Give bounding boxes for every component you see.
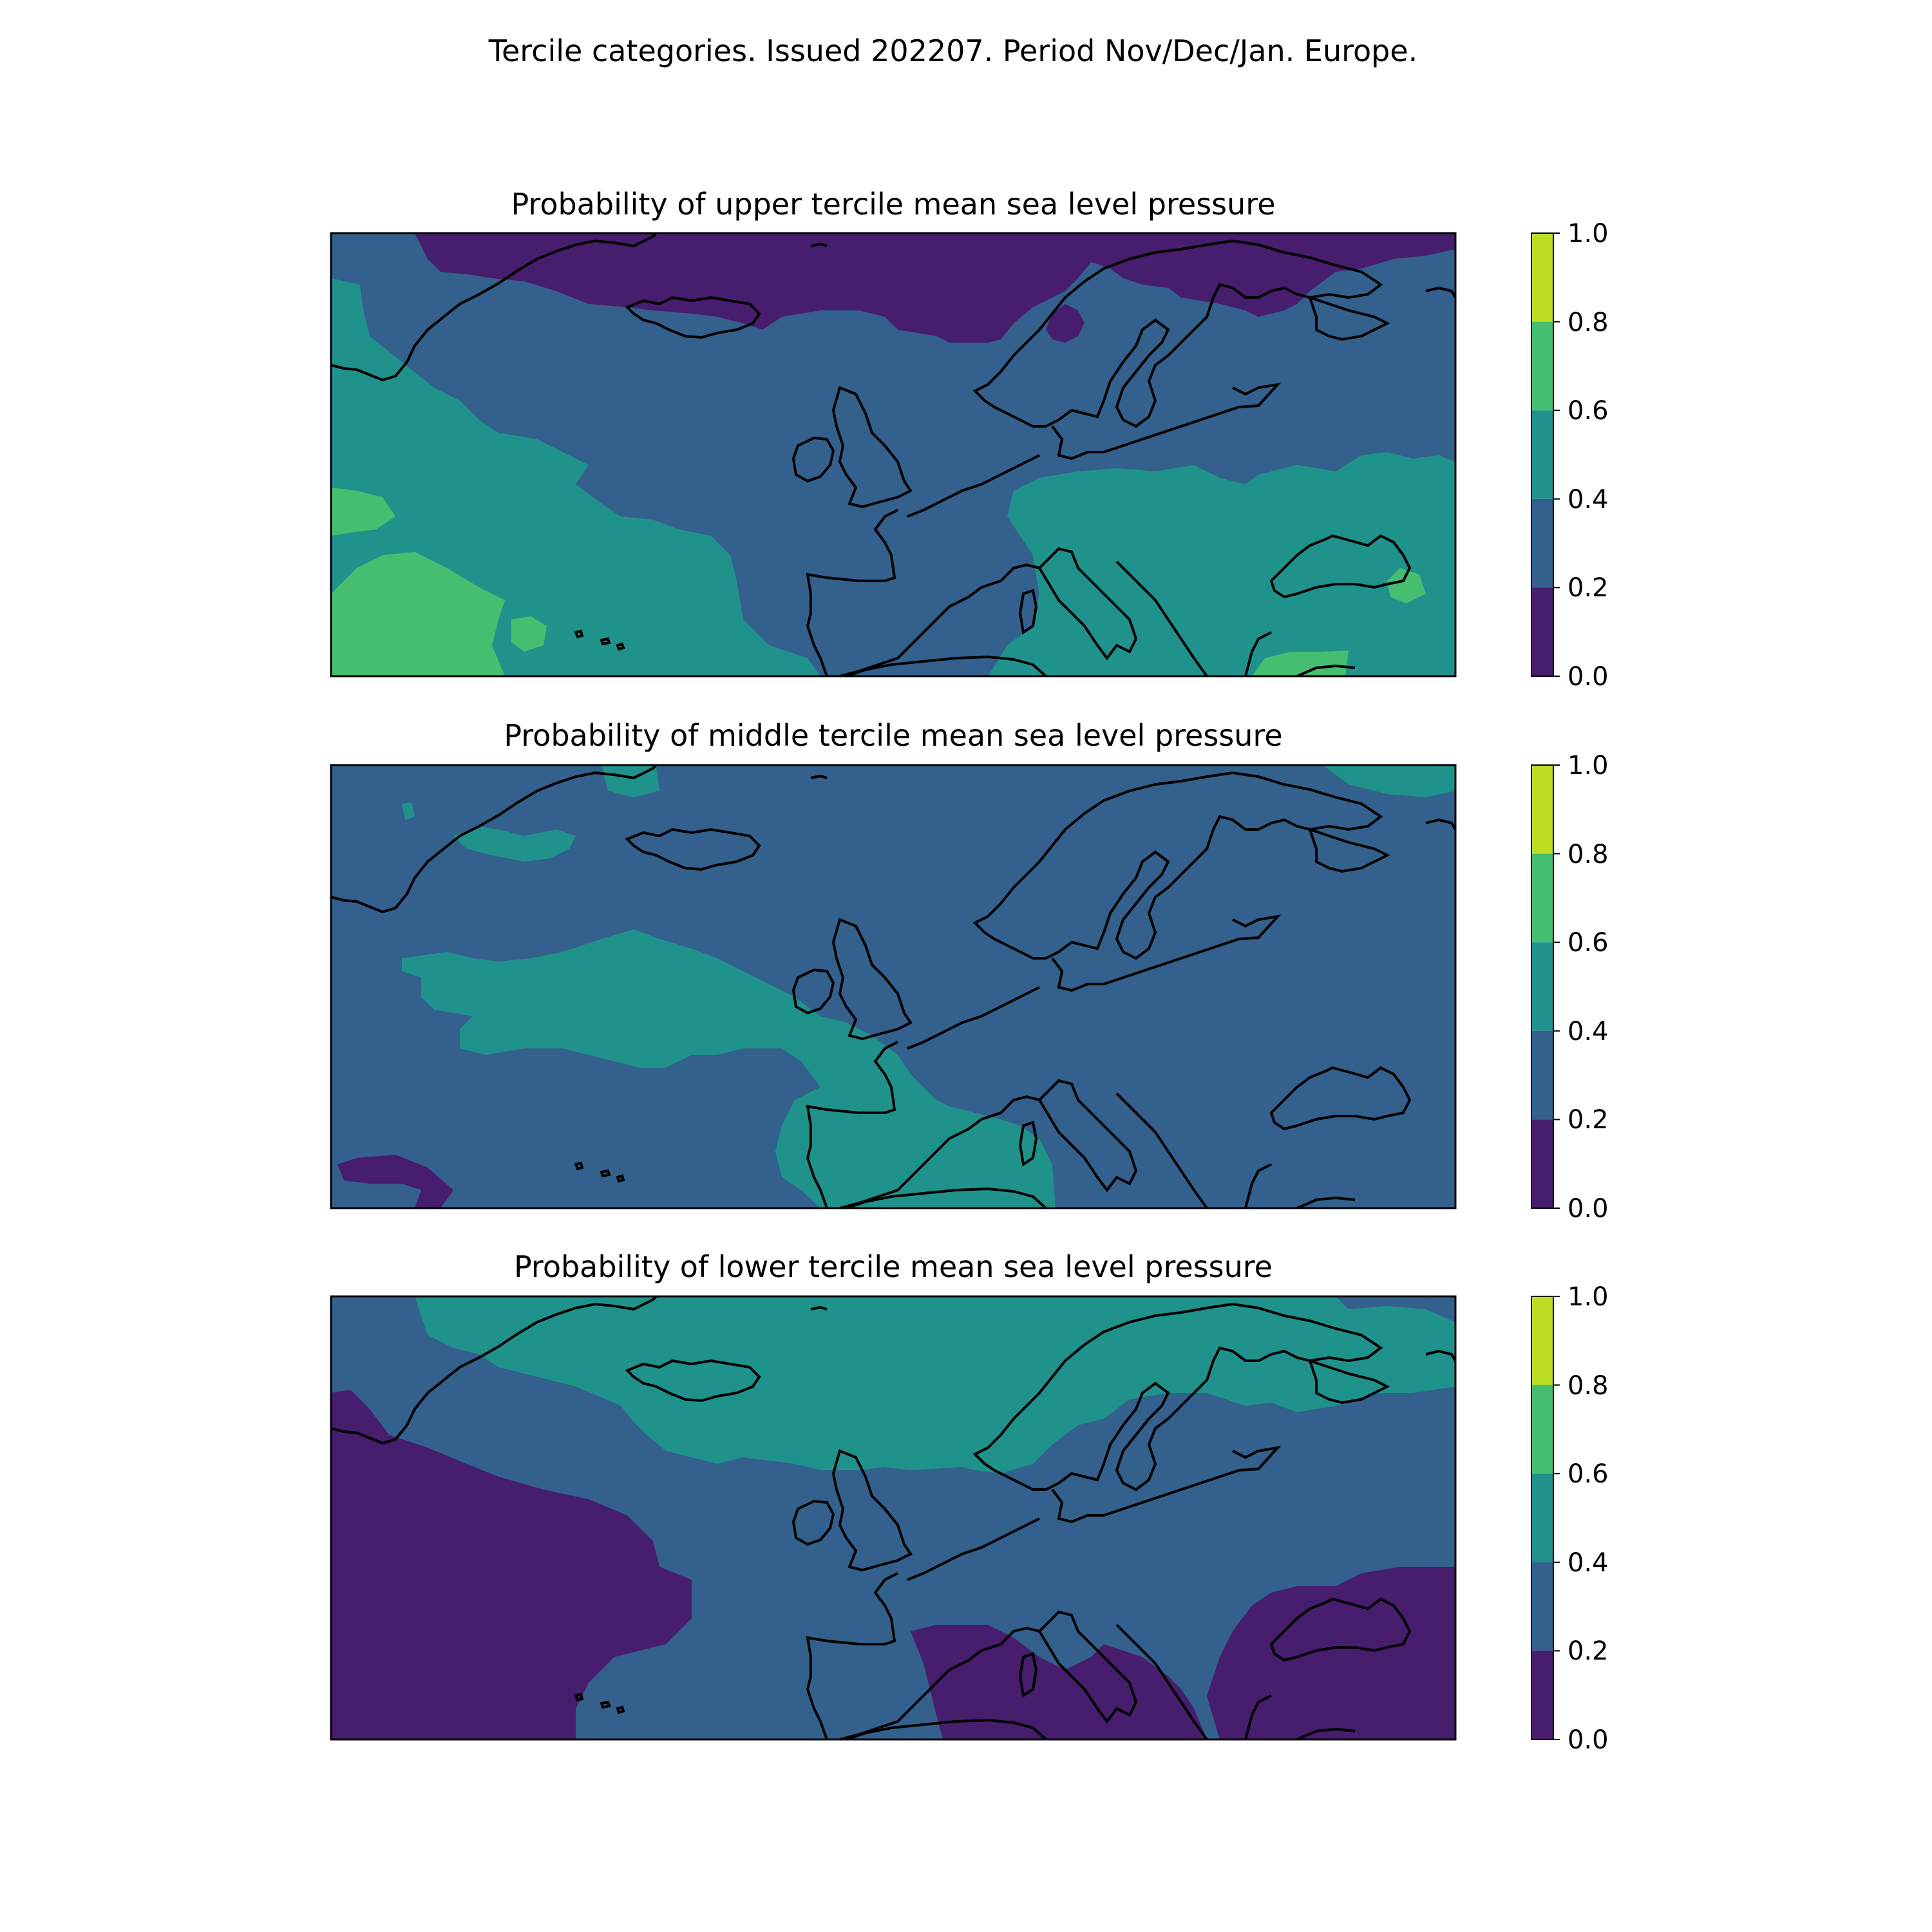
colorbar-tick: 0.0: [1567, 1194, 1609, 1224]
colorbar-tick: 0.8: [1567, 1371, 1609, 1401]
colorbar-swatch: [1531, 1385, 1553, 1474]
colorbar-tick: 0.8: [1567, 308, 1609, 337]
panel-title-lower: Probability of lower tercile mean sea level pressure: [514, 1249, 1273, 1284]
colorbar-tick: 0.4: [1567, 1017, 1609, 1046]
colorbar-middle: [1531, 751, 1609, 1224]
colorbar-swatch: [1531, 765, 1553, 854]
region-level-2: [988, 452, 1455, 676]
panel-lower: [331, 1249, 1609, 1755]
colorbar-swatch: [1531, 587, 1553, 676]
colorbar-swatch: [1531, 854, 1553, 943]
colorbar-tick: 0.2: [1567, 573, 1609, 603]
colorbar-tick: 0.0: [1567, 1725, 1609, 1755]
map-upper: [331, 233, 1455, 676]
colorbar-tick: 0.6: [1567, 396, 1609, 426]
colorbar-swatch: [1531, 233, 1553, 322]
panel-upper: [331, 187, 1609, 692]
colorbar-tick: 1.0: [1567, 219, 1609, 249]
colorbar-swatch: [1531, 1651, 1553, 1739]
colorbar-swatch: [1531, 1562, 1553, 1651]
colorbar-tick: 0.8: [1567, 840, 1609, 869]
figure-title: Tercile categories. Issued 202207. Period Nov/Dec/Jan. Europe.: [488, 33, 1418, 68]
colorbar-tick: 0.2: [1567, 1105, 1609, 1135]
colorbar-swatch: [1531, 1031, 1553, 1120]
map-middle: [331, 765, 1455, 1208]
panel-title-upper: Probability of upper tercile mean sea level pressure: [511, 187, 1276, 222]
colorbar-tick: 0.4: [1567, 1548, 1609, 1578]
colorbar-swatch: [1531, 499, 1553, 588]
colorbar-upper: [1531, 219, 1609, 692]
colorbar-tick: 0.4: [1567, 485, 1609, 515]
colorbar-tick: 1.0: [1567, 751, 1609, 781]
colorbar-lower: [1531, 1282, 1609, 1755]
colorbar-swatch: [1531, 1119, 1553, 1208]
colorbar-tick: 1.0: [1567, 1282, 1609, 1312]
colorbar-swatch: [1531, 942, 1553, 1031]
panel-middle: [331, 718, 1609, 1224]
panel-title-middle: Probability of middle tercile mean sea level pressure: [504, 718, 1283, 753]
colorbar-swatch: [1531, 1473, 1553, 1562]
colorbar-swatch: [1531, 410, 1553, 499]
colorbar-tick: 0.6: [1567, 928, 1609, 958]
colorbar-swatch: [1531, 322, 1553, 411]
colorbar-tick: 0.6: [1567, 1459, 1609, 1489]
colorbar-swatch: [1531, 1296, 1553, 1385]
colorbar-tick: 0.2: [1567, 1636, 1609, 1666]
colorbar-tick: 0.0: [1567, 662, 1609, 692]
map-lower: [331, 1296, 1455, 1739]
